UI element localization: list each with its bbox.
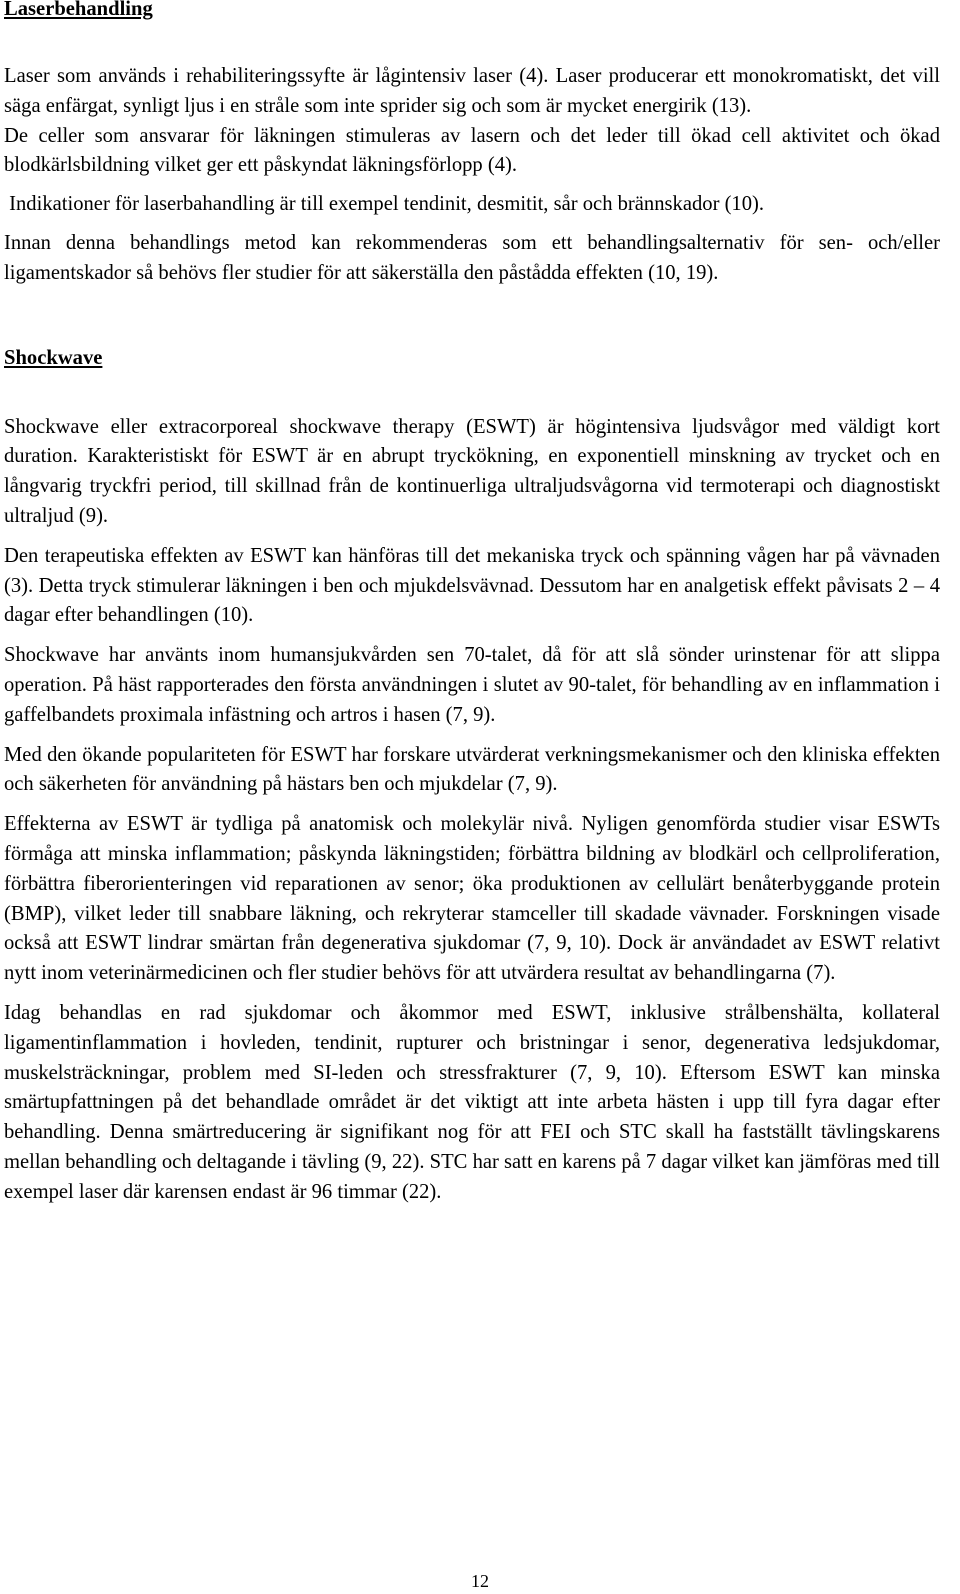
page-number: 12 (471, 1571, 489, 1591)
section-heading-laserbehandling: Laserbehandling (4, 0, 153, 20)
paragraph: Shockwave eller extracorporeal shockwave therapy (ESWT) är högintensiva ljudsvågor med väldigt kort duration. Karakteristiskt för ESWT är en abrupt tryckökning, en exponentiell minskning av trycket och en långvarig tryckfri period, till skillnad från de kontinuerliga ultraljudsvågorna vid termoterapi och diagnostiskt ultraljud (9). (4, 415, 940, 527)
paragraph: Shockwave har använts inom humansjukvården sen 70-talet, då för att slå sönder urinstenar för att slippa operation. På häst rapporterades den första användningen i slutet av 90-talet, för behandling av en inflammation i gaffelbandets proximala infästning och artros i hasen (7, 9). (4, 644, 940, 726)
paragraph: Den terapeutiska effekten av ESWT kan hänföras till det mekaniska tryck och spänning vågen har på vävnaden (3). Detta tryck stimulerar läkningen i ben och mjukdelsvävnad. Dessutom har en analgetisk effekt påvisats 2 – 4 dagar efter behandlingen (10). (4, 544, 940, 627)
section-heading-shockwave: Shockwave (4, 346, 103, 369)
paragraph: Laser som används i rehabiliteringssyfte är lågintensiv laser (4). Laser producerar ett monokromatiskt, det vill säga enfärgat, synligt ljus i en stråle som inte sprider sig och som är mycket energirik (13). (4, 65, 940, 117)
paragraph: De celler som ansvarar för läkningen stimuleras av lasern och det leder till ökad cell aktivitet och ökad blodkärlsbildning vilket ger ett påskyndat läkningsförlopp (4). (4, 124, 940, 177)
paragraph: Effekterna av ESWT är tydliga på anatomisk och molekylär nivå. Nyligen genomförda studier visar ESWTs förmåga att minska inflammation; påskynda läkningstiden; förbättra bildning av blodkärl och cellproliferation, förbättra fiberorienteringen vid reparationen av senor; öka produktionen av cellulärt benåterbyggande protein (BMP), vilket leder till snabbare läkning, och rekryterar stamceller till skadade vävnader. Forskningen visade också att ESWT lindrar smärtan från degenerativa sjukdomar (7, 9, 10). Dock är användadet av ESWT relativt nytt inom veterinärmedicinen och fler studier behövs för att utvärdera resultat av behandlingarna (7). (4, 813, 940, 985)
paragraph: Innan denna behandlings metod kan rekommenderas som ett behandlingsalternativ för sen- och/eller ligamentskador så behövs fler studier för att säkerställa den påstådda effekten (10, 19). (4, 231, 940, 284)
paragraph: Med den ökande populariteten för ESWT har forskare utvärderat verkningsmekanismer och den kliniska effekten och säkerheten för användning på hästars ben och mjukdelar (7, 9). (4, 743, 940, 796)
paragraph: Indikationer för laserbahandling är till exempel tendinit, desmitit, sår och brännskador (10). (4, 193, 765, 216)
paragraph: Idag behandlas en rad sjukdomar och åkommor med ESWT, inklusive strålbenshälta, kollateral ligamentinflammation i hovleden, tendinit, rupturer och bristningar i senor, degenerativa ledsjukdomar, muskelsträckningar, problem med SI-leden och stressfrakturer (7, 9, 10). Eftersom ESWT kan minska smärtupfattningen på det behandlade området är det viktigt att inte arbeta hästen i upp till fyra dagar efter behandling. Denna smärtreducering är signifikant nog för att FEI och STC skall ha fastställt tävlingskarens mellan behandling och deltagande i tävling (9, 22). STC har satt en karens på 7 dagar vilket kan jämföras med till exempel laser där karensen endast är 96 timmar (22). (4, 1001, 940, 1203)
document-page (4, 0, 940, 1208)
